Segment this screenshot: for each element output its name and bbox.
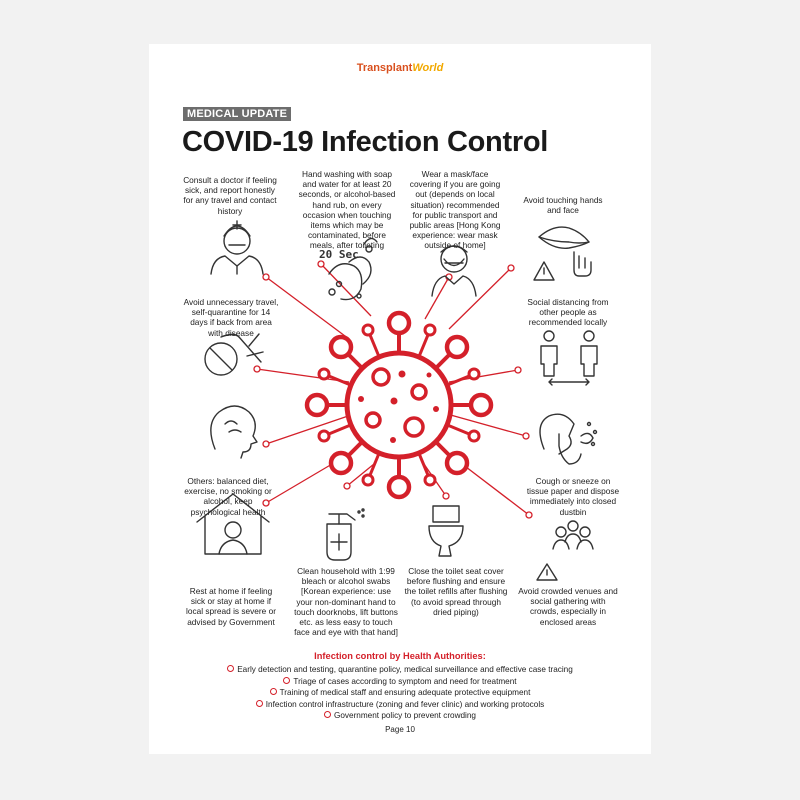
caption-rest-at-home: Rest at home if feeling sick or stay at home if local spread is severe or advised by Government <box>186 586 276 627</box>
ring-bullet-icon <box>227 665 234 672</box>
handwash-20sec-label: 20 Sec <box>319 248 359 261</box>
list-item: Triage of cases according to symptom and need for treatment <box>149 676 651 688</box>
doctor-icon <box>211 221 263 274</box>
caption-clean-household: Clean household with 1:99 bleach or alcohol swabs [Korean experience: use your non-dominant hand to touch doorknobs, lift buttons etc. as less easy to touch face and eye with that hand] <box>294 566 398 638</box>
page-title: COVID-19 Infection Control <box>182 126 548 158</box>
caption-avoid-travel: Avoid unnecessary travel, self-quarantine for 14 days if back from area with disease <box>183 297 279 338</box>
infographic-art <box>149 44 651 754</box>
caption-close-toilet: Close the toilet seat cover before flushing and ensure the toilet refills after flushing (to avoid spread through dried piping) <box>404 566 508 617</box>
caption-avoid-crowds: Avoid crowded venues and social gathering with crowds, especially in enclosed areas <box>518 586 618 627</box>
face-touch-icon <box>534 227 591 280</box>
ring-bullet-icon <box>270 688 277 695</box>
caption-avoid-touching-face: Avoid touching hands and face <box>523 195 603 216</box>
list-item: Government policy to prevent crowding <box>149 710 651 722</box>
mask-person-icon <box>432 246 476 296</box>
brand-logo: TransplantWorld <box>356 62 444 74</box>
mental-health-icon <box>211 406 257 458</box>
spray-bottle-icon <box>327 509 364 560</box>
caption-consult-doctor: Consult a doctor if feeling sick, and report honestly for any travel and contact history <box>183 175 277 216</box>
caption-hand-washing: Hand washing with soap and water for at least 20 seconds, or alcohol-based hand rub, on every occasion when touching items which may be contaminated, before meals, after toileting <box>298 169 396 251</box>
virus-icon <box>307 313 491 497</box>
page-number: Page 10 <box>385 725 415 734</box>
list-item: Training of medical staff and ensuring adequate protective equipment <box>149 687 651 699</box>
health-authorities-heading: Infection control by Health Authorities: <box>314 651 486 661</box>
section-tag: MEDICAL UPDATE <box>183 107 291 121</box>
caption-cough-sneeze: Cough or sneeze on tissue paper and dispose immediately into closed dustbin <box>526 476 620 517</box>
health-authorities-list <box>149 664 651 722</box>
ring-bullet-icon <box>324 711 331 718</box>
caption-others-health: Others: balanced diet, exercise, no smoking or alcohol, keep psychological health <box>184 476 272 517</box>
ring-bullet-icon <box>256 700 263 707</box>
crowd-icon <box>537 521 593 580</box>
cough-tissue-icon <box>540 414 597 464</box>
ring-bullet-icon <box>283 677 290 684</box>
caption-social-distancing: Social distancing from other people as recommended locally <box>527 297 609 328</box>
list-item: Early detection and testing, quarantine policy, medical surveillance and effective case tracing <box>149 664 651 676</box>
social-distance-icon <box>541 331 597 385</box>
caption-wear-mask: Wear a mask/face covering if you are going out (depends on local situation) recommended for public transport and public areas [Hong Kong experience: wear mask outside of home] <box>409 169 501 251</box>
list-item: Infection control infrastructure (zoning and fever clinic) and working protocols <box>149 699 651 711</box>
magazine-page <box>149 44 651 754</box>
toilet-icon <box>429 506 463 556</box>
